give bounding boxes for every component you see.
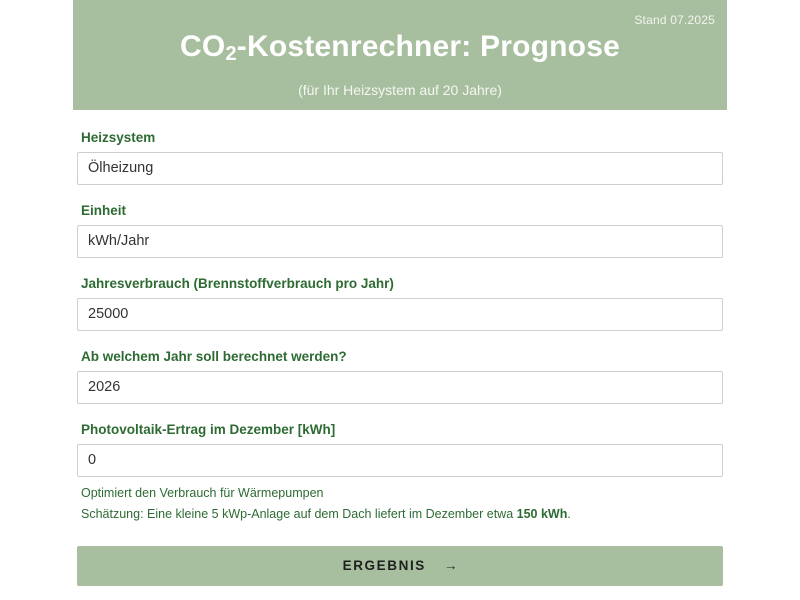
pv-hint-prefix: Schätzung: Eine kleine 5 kWp-Anlage auf dem Dach liefert im Dezember etwa: [81, 506, 517, 521]
field-label-einheit: Einheit: [81, 203, 127, 218]
field-heizsystem: [73, 130, 727, 185]
jahresverbrauch-input[interactable]: [77, 298, 723, 331]
field-label-startjahr: Ab welchem Jahr soll berechnet werden?: [81, 349, 347, 364]
calculator-form: [73, 110, 727, 586]
field-startjahr: [73, 349, 727, 404]
field-jahresverbrauch: [73, 276, 727, 331]
page-title-main: CO: [180, 30, 226, 63]
field-einheit: [73, 203, 727, 258]
stand-label: Stand 07.2025: [634, 13, 715, 27]
pv-hint-suffix: .: [567, 506, 571, 521]
field-label-pv-ertrag: Photovoltaik-Ertrag im Dezember [kWh]: [81, 422, 336, 437]
pv-ertrag-input[interactable]: [77, 444, 723, 477]
page-header: [73, 0, 727, 110]
field-label-jahresverbrauch: Jahresverbrauch (Brennstoffverbrauch pro Jahr): [81, 276, 394, 291]
ergebnis-button[interactable]: [77, 546, 723, 586]
ergebnis-button-label: ERGEBNIS: [342, 558, 426, 573]
startjahr-input[interactable]: [77, 371, 723, 404]
pv-hint-value: 150 kWh: [516, 506, 568, 521]
page-title: [73, 30, 727, 64]
pv-hint-optimierung: Optimiert den Verbrauch für Wärmepumpen: [81, 486, 324, 500]
field-pv-ertrag: [73, 422, 727, 524]
heizsystem-input[interactable]: [77, 152, 723, 185]
page-title-rest: -Kostenrechner: Prognose: [236, 30, 620, 63]
pv-hint-schaetzung: [81, 505, 723, 524]
submit-container: [73, 546, 727, 586]
page-subtitle: (für Ihr Heizsystem auf 20 Jahre): [298, 82, 502, 98]
einheit-input[interactable]: [77, 225, 723, 258]
page-title-subscript: 2: [225, 43, 237, 65]
field-label-heizsystem: Heizsystem: [81, 130, 156, 145]
arrow-right-icon: →: [443, 558, 458, 573]
